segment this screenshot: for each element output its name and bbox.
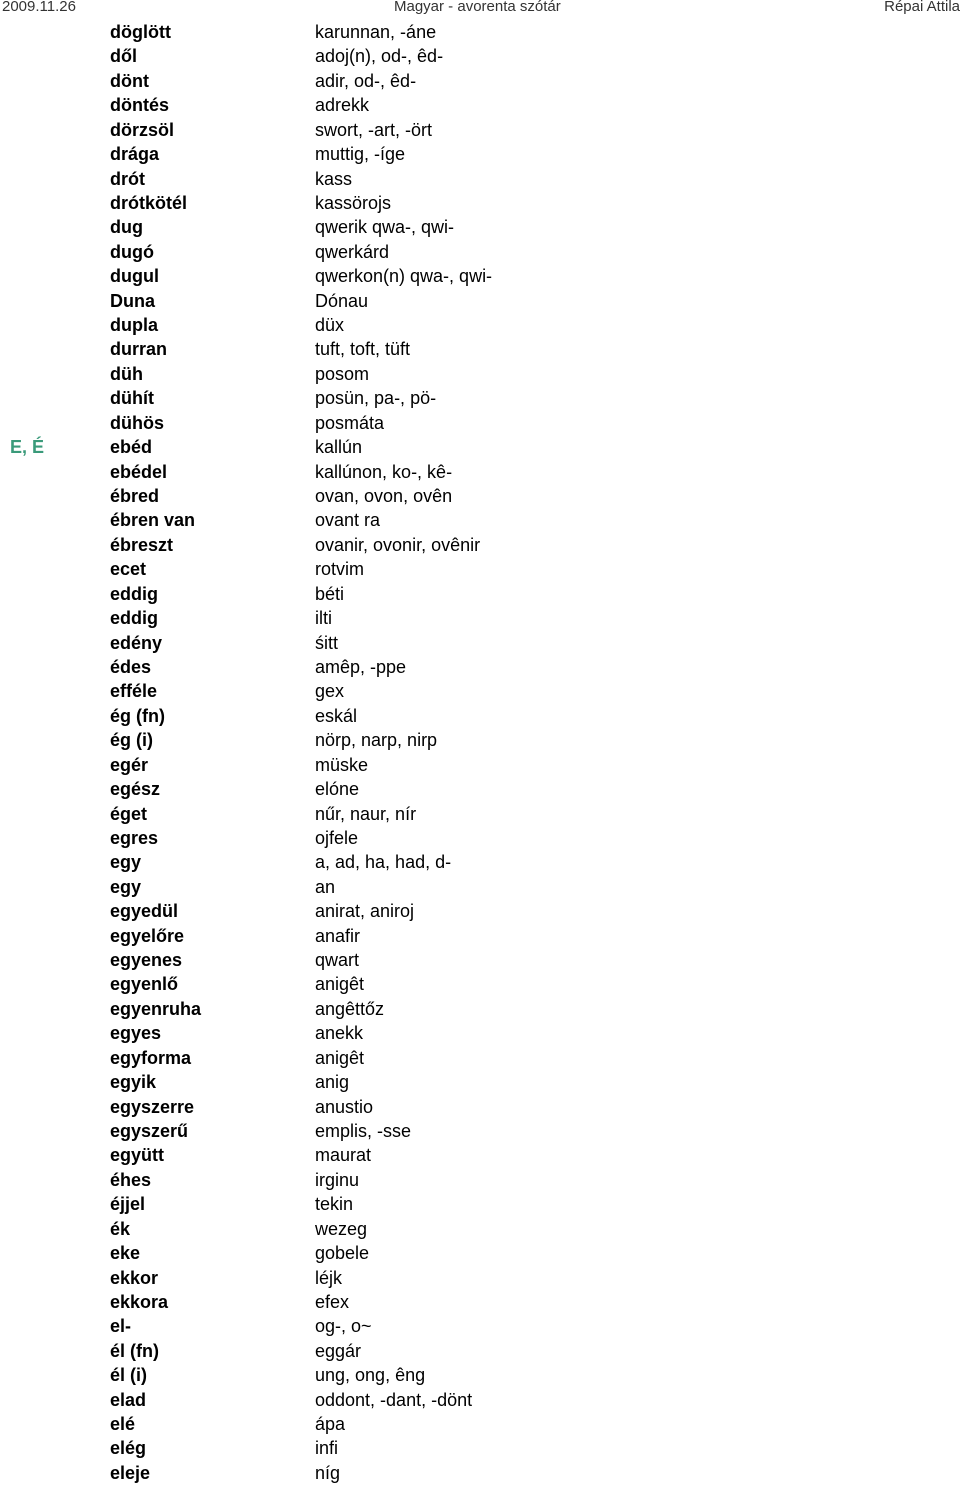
avorenta-translation: a, ad, ha, had, d- <box>315 852 452 873</box>
dictionary-entry <box>0 1046 960 1070</box>
avorenta-translation: eggár <box>315 1340 362 1361</box>
avorenta-translation: swort, -art, -ört <box>315 119 433 140</box>
hungarian-word: edény <box>110 632 163 653</box>
dictionary-entry <box>0 557 960 581</box>
dictionary-entry <box>0 191 960 215</box>
hungarian-word: dugó <box>110 241 154 262</box>
hungarian-word: dörzsöl <box>110 119 175 140</box>
dictionary-entry <box>0 948 960 972</box>
avorenta-translation: adir, od-, êd- <box>315 70 417 91</box>
dictionary-entry <box>0 1412 960 1436</box>
dictionary-entry <box>0 1070 960 1094</box>
avorenta-translation: anigêt <box>315 1047 365 1068</box>
dictionary-entry <box>0 753 960 777</box>
dictionary-entry <box>0 1388 960 1412</box>
hungarian-word: düh <box>110 363 143 384</box>
avorenta-translation: maurat <box>315 1145 372 1166</box>
hungarian-word: elég <box>110 1438 147 1459</box>
hungarian-word: dugul <box>110 266 159 287</box>
avorenta-translation: og-, o~ <box>315 1316 372 1337</box>
avorenta-translation: anustio <box>315 1096 374 1117</box>
avorenta-translation: tekin <box>315 1194 354 1215</box>
dictionary-entry <box>0 240 960 264</box>
dictionary-entry <box>0 167 960 191</box>
avorenta-translation: an <box>315 876 336 897</box>
dictionary-entry <box>0 313 960 337</box>
avorenta-translation: ovanir, ovonir, ovênir <box>315 534 481 555</box>
hungarian-word: ekkor <box>110 1267 159 1288</box>
dictionary-entry <box>0 972 960 996</box>
hungarian-word: éjjel <box>110 1194 146 1215</box>
avorenta-translation: rotvim <box>315 559 364 580</box>
hungarian-word: dől <box>110 46 137 67</box>
hungarian-word: egyes <box>110 1023 162 1044</box>
hungarian-word: egyforma <box>110 1047 192 1068</box>
avorenta-translation: Dónau <box>315 290 369 311</box>
avorenta-translation: efex <box>315 1291 350 1312</box>
dictionary-entry <box>0 1339 960 1363</box>
dictionary-entry <box>0 142 960 166</box>
avorenta-translation: anigêt <box>315 974 365 995</box>
hungarian-word: egyenruha <box>110 998 202 1019</box>
hungarian-word: drót <box>110 168 145 189</box>
avorenta-translation: gex <box>315 681 345 702</box>
hungarian-word: dühös <box>110 412 164 433</box>
hungarian-word: ék <box>110 1218 131 1239</box>
avorenta-translation: kassörojs <box>315 192 392 213</box>
avorenta-translation: ung, ong, êng <box>315 1365 426 1386</box>
avorenta-translation: irginu <box>315 1169 360 1190</box>
hungarian-word: drótkötél <box>110 192 188 213</box>
hungarian-word: egész <box>110 779 161 800</box>
avorenta-translation: posmáta <box>315 412 385 433</box>
dictionary-entry <box>0 411 960 435</box>
avorenta-translation: posom <box>315 363 370 384</box>
dictionary-entry <box>0 1436 960 1460</box>
avorenta-translation: wezeg <box>315 1218 368 1239</box>
dictionary-entry <box>0 484 960 508</box>
page-header <box>0 0 960 16</box>
dictionary-entry <box>0 1119 960 1143</box>
dictionary-entry <box>0 533 960 557</box>
hungarian-word: él (fn) <box>110 1340 159 1361</box>
dictionary-entry <box>0 1143 960 1167</box>
avorenta-translation: karunnan, -áne <box>315 22 437 42</box>
hungarian-word: eddig <box>110 608 158 629</box>
avorenta-translation: ilti <box>315 608 332 629</box>
dictionary-entry <box>0 826 960 850</box>
dictionary-entry <box>0 386 960 410</box>
avorenta-translation: eskál <box>315 705 358 726</box>
hungarian-word: egres <box>110 827 159 848</box>
avorenta-translation: qwerkárd <box>315 241 390 262</box>
section-letter: E, É <box>10 437 45 458</box>
dictionary-entry <box>0 924 960 948</box>
hungarian-word: egyenlő <box>110 974 179 995</box>
hungarian-word: Duna <box>110 290 155 311</box>
dictionary-entry <box>0 1217 960 1241</box>
avorenta-translation: béti <box>315 583 345 604</box>
hungarian-word: édes <box>110 656 152 677</box>
dictionary-entry <box>0 362 960 386</box>
hungarian-word: éget <box>110 803 148 824</box>
hungarian-word: éhes <box>110 1169 152 1190</box>
avorenta-translation: kallúnon, ko-, kê- <box>315 461 453 482</box>
dictionary-entry <box>0 93 960 117</box>
avorenta-translation: emplis, -sse <box>315 1120 412 1141</box>
hungarian-word: dupla <box>110 315 158 336</box>
dictionary-entry <box>0 20 960 44</box>
hungarian-word: elad <box>110 1389 147 1410</box>
dictionary-entry <box>0 679 960 703</box>
dictionary-entry <box>0 1241 960 1265</box>
hungarian-word: egyenes <box>110 950 183 971</box>
hungarian-word: ég (i) <box>110 730 153 751</box>
hungarian-word: dühít <box>110 388 154 409</box>
hungarian-word: ebéd <box>110 437 153 458</box>
avorenta-translation: śitt <box>315 632 339 653</box>
dictionary-entry <box>0 44 960 68</box>
hungarian-word: eleje <box>110 1462 151 1483</box>
avorenta-translation: níg <box>315 1462 341 1483</box>
dictionary-entry <box>0 1461 960 1485</box>
hungarian-word: egér <box>110 754 149 775</box>
hungarian-word: dug <box>110 217 143 238</box>
avorenta-translation: qwart <box>315 950 360 971</box>
dictionary-entry <box>0 289 960 313</box>
hungarian-word: ecet <box>110 559 147 580</box>
dictionary-entry <box>0 337 960 361</box>
hungarian-word: durran <box>110 339 168 360</box>
avorenta-translation: muttig, -íge <box>315 144 406 165</box>
dictionary-entry <box>0 118 960 142</box>
dictionary-entry <box>0 850 960 874</box>
avorenta-translation: düx <box>315 315 345 336</box>
avorenta-translation: amêp, -ppe <box>315 656 407 677</box>
avorenta-translation: anekk <box>315 1023 364 1044</box>
hungarian-word: ébreszt <box>110 534 174 555</box>
hungarian-word: egyedül <box>110 901 179 922</box>
avorenta-translation: qwerik qwa-, qwi- <box>315 217 455 238</box>
avorenta-translation: ovant ra <box>315 510 381 531</box>
dictionary-entry <box>0 1290 960 1314</box>
dictionary-entry <box>0 802 960 826</box>
dictionary-list <box>0 20 960 1485</box>
dictionary-entry <box>0 997 960 1021</box>
hungarian-word: elé <box>110 1414 136 1435</box>
hungarian-word: döglött <box>110 22 171 42</box>
avorenta-translation: tuft, toft, tüft <box>315 339 411 360</box>
hungarian-word: dönt <box>110 70 149 91</box>
avorenta-translation: léjk <box>315 1267 343 1288</box>
hungarian-word: ebédel <box>110 461 168 482</box>
avorenta-translation: anirat, aniroj <box>315 901 415 922</box>
hungarian-word: egyik <box>110 1072 157 1093</box>
dictionary-entry <box>0 655 960 679</box>
dictionary-entry <box>0 704 960 728</box>
hungarian-word: efféle <box>110 681 158 702</box>
dictionary-entry <box>0 582 960 606</box>
dictionary-entry <box>0 69 960 93</box>
avorenta-translation: kallún <box>315 437 363 458</box>
hungarian-word: egyszerű <box>110 1120 189 1141</box>
avorenta-translation: kass <box>315 168 353 189</box>
avorenta-translation: angêttőz <box>315 998 385 1019</box>
dictionary-entry <box>0 435 960 459</box>
avorenta-translation: gobele <box>315 1243 370 1264</box>
hungarian-word: egyszerre <box>110 1096 195 1117</box>
dictionary-entry <box>0 1314 960 1338</box>
avorenta-translation: nörp, narp, nirp <box>315 730 438 751</box>
hungarian-word: el- <box>110 1316 132 1337</box>
hungarian-word: egy <box>110 852 142 873</box>
dictionary-entry <box>0 460 960 484</box>
dictionary-entry <box>0 899 960 923</box>
dictionary-entry <box>0 1363 960 1387</box>
hungarian-word: egyelőre <box>110 925 185 946</box>
avorenta-translation: elóne <box>315 779 360 800</box>
hungarian-word: eke <box>110 1243 141 1264</box>
avorenta-translation: oddont, -dant, -dönt <box>315 1389 473 1410</box>
dictionary-entry <box>0 631 960 655</box>
avorenta-translation: adrekk <box>315 95 370 116</box>
dictionary-entry <box>0 728 960 752</box>
dictionary-entry <box>0 1266 960 1290</box>
avorenta-translation: infi <box>315 1438 339 1459</box>
dictionary-entry <box>0 606 960 630</box>
dictionary-entry <box>0 508 960 532</box>
hungarian-word: döntés <box>110 95 170 116</box>
avorenta-translation: posün, pa-, pö- <box>315 388 437 409</box>
dictionary-entry <box>0 1095 960 1119</box>
dictionary-entry <box>0 215 960 239</box>
hungarian-word: ébred <box>110 486 160 507</box>
hungarian-word: egy <box>110 876 142 897</box>
hungarian-word: eddig <box>110 583 158 604</box>
avorenta-translation: nűr, naur, nír <box>315 803 417 824</box>
dictionary-entry <box>0 1192 960 1216</box>
dictionary-entry <box>0 1021 960 1045</box>
avorenta-translation: qwerkon(n) qwa-, qwi- <box>315 266 493 287</box>
hungarian-word: ébren van <box>110 510 196 531</box>
avorenta-translation: adoj(n), od-, êd- <box>315 46 444 67</box>
dictionary-entry <box>0 264 960 288</box>
avorenta-translation: ovan, ovon, ovên <box>315 486 453 507</box>
hungarian-word: együtt <box>110 1145 164 1166</box>
dictionary-entry <box>0 875 960 899</box>
header-title: Magyar - avorenta szótár <box>394 0 561 15</box>
header-date: 2009.11.26 <box>2 0 76 15</box>
hungarian-word: drága <box>110 144 160 165</box>
avorenta-translation: müske <box>315 754 369 775</box>
avorenta-translation: anig <box>315 1072 350 1093</box>
hungarian-word: ég (fn) <box>110 705 165 726</box>
avorenta-translation: ápa <box>315 1414 346 1435</box>
hungarian-word: él (i) <box>110 1365 148 1386</box>
dictionary-entry <box>0 1168 960 1192</box>
avorenta-translation: anafir <box>315 925 361 946</box>
hungarian-word: ekkora <box>110 1291 169 1312</box>
dictionary-entry <box>0 777 960 801</box>
header-author: Répai Attila <box>884 0 960 15</box>
avorenta-translation: ojfele <box>315 827 359 848</box>
